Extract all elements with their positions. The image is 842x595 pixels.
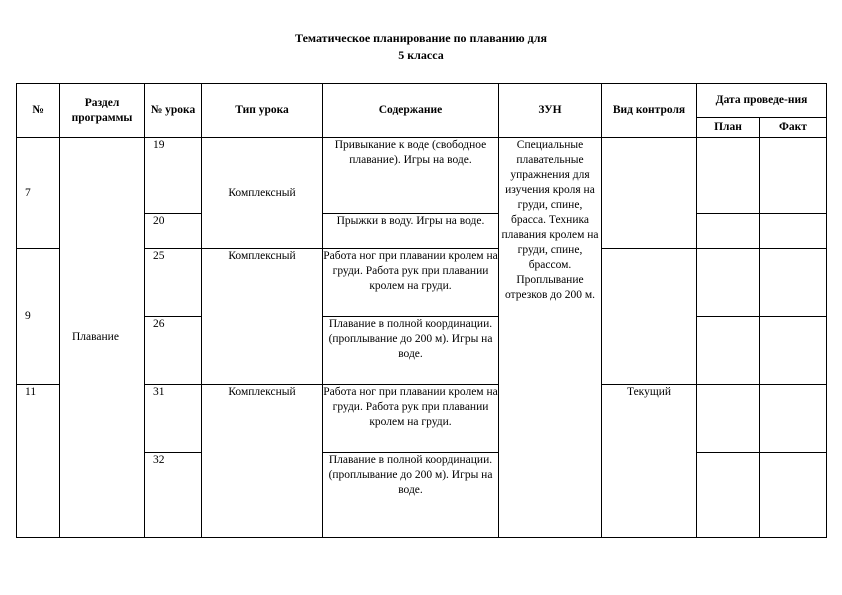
plan-cell bbox=[697, 138, 760, 214]
header-plan: План bbox=[697, 118, 760, 138]
header-section: Раздел программы bbox=[60, 84, 145, 138]
header-control: Вид контроля bbox=[602, 84, 697, 138]
header-lesson-num: № урока bbox=[145, 84, 202, 138]
plan-cell bbox=[697, 317, 760, 385]
document-title: Тематическое планирование по плаванию для bbox=[295, 31, 547, 45]
plan-cell bbox=[697, 453, 760, 538]
control-cell bbox=[602, 138, 697, 249]
row-num-7: 7 bbox=[17, 138, 60, 249]
lesson-num: 20 bbox=[145, 214, 202, 249]
fact-cell bbox=[760, 138, 827, 214]
lesson-num: 32 bbox=[145, 453, 202, 538]
lesson-num: 31 bbox=[145, 385, 202, 453]
fact-cell bbox=[760, 453, 827, 538]
plan-cell bbox=[697, 385, 760, 453]
lesson-num: 19 bbox=[145, 138, 202, 214]
fact-cell bbox=[760, 385, 827, 453]
header-num: № bbox=[17, 84, 60, 138]
row-num-11: 11 bbox=[17, 385, 60, 538]
plan-cell bbox=[697, 214, 760, 249]
lesson-content: Привыкание к воде (свободное плавание). Игры на воде. bbox=[323, 138, 499, 214]
plan-cell bbox=[697, 249, 760, 317]
lesson-content: Плавание в полной координации. (проплывание до 200 м). Игры на воде. bbox=[323, 453, 499, 538]
header-date: Дата проведе-ния bbox=[697, 84, 827, 118]
control-cell bbox=[602, 249, 697, 385]
row-num-9: 9 bbox=[17, 249, 60, 385]
header-lesson-type: Тип урока bbox=[202, 84, 323, 138]
section-swimming: Плавание bbox=[60, 138, 145, 538]
lesson-content: Работа ног при плавании кролем на груди. Работа рук при плавании кролем на груди. bbox=[323, 249, 499, 317]
lesson-type: Комплексный bbox=[202, 138, 323, 249]
document-subtitle: 5 класса bbox=[398, 48, 444, 62]
lesson-type: Комплексный bbox=[202, 249, 323, 385]
fact-cell bbox=[760, 249, 827, 317]
lesson-num: 25 bbox=[145, 249, 202, 317]
lesson-num: 26 bbox=[145, 317, 202, 385]
lesson-content: Работа ног при плавании кролем на груди. Работа рук при плавании кролем на груди. bbox=[323, 385, 499, 453]
header-content: Содержание bbox=[323, 84, 499, 138]
zun-text: Специальные плавательные упражнения для изучения кроля на груди, спине, брасса. Техника плавания кролем на груди, спине, брассом. Проплывание отрезков до 200 м. bbox=[499, 138, 602, 538]
planning-table bbox=[16, 83, 827, 538]
header-zun: ЗУН bbox=[499, 84, 602, 138]
fact-cell bbox=[760, 214, 827, 249]
lesson-content: Плавание в полной координации. (проплывание до 200 м). Игры на воде. bbox=[323, 317, 499, 385]
lesson-type: Комплексный bbox=[202, 385, 323, 538]
fact-cell bbox=[760, 317, 827, 385]
lesson-content: Прыжки в воду. Игры на воде. bbox=[323, 214, 499, 249]
control-type: Текущий bbox=[602, 385, 697, 538]
header-fact: Факт bbox=[760, 118, 827, 138]
